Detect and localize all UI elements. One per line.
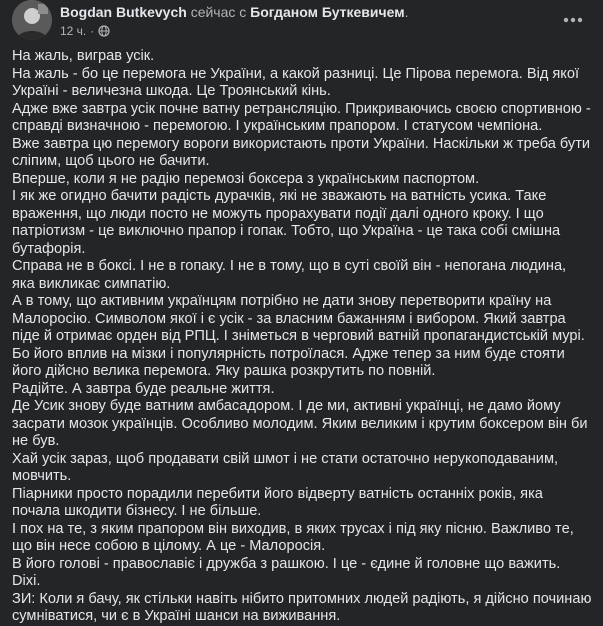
post-paragraph: В його голові - православіє і дружба з рашкою. І це - єдине й головне що важить. Dixi.	[12, 555, 561, 589]
post-header	[0, 0, 603, 40]
meta-dot: ·	[90, 24, 95, 38]
post-paragraph: На жаль, виграв усік.	[12, 48, 155, 64]
post-paragraph: І пох на те, з яким прапором він виходив, в яких трусах і під яку пісню. Важливо те, що він несе собою в цілому. А це - Малоросія.	[12, 520, 574, 554]
post-paragraph: Адже вже завтра усік почне ватну ретрансляцію. Прикриваючись своєю спортивною - справді визначною - перемогою. І українським прапором. І статусом чемпіона.	[12, 100, 591, 134]
post-title-line	[60, 4, 409, 20]
globe-icon	[98, 25, 110, 37]
more-icon	[563, 17, 583, 23]
period: .	[404, 4, 409, 20]
post-paragraph: Піарники просто порадили перебити його відверту ватність останніх років, яка почала шкодити бізнесу. І не більше.	[12, 485, 543, 519]
more-options-button[interactable]	[559, 6, 587, 34]
post-paragraph: Хай усік зараз, щоб продавати свій шмот і не стати остаточно нерукоподаваним, мовчить.	[12, 450, 559, 484]
post-paragraph: І як же огидно бачити радість дурачків, які не зважають на ватність усика. Таке враження, що люди посто не можуть прорахувати події далі одного кроку. І що патріотизм - це виключно прапор і гопак. Тобто, що Україна - це така собі смішна бутафорія.	[12, 188, 561, 257]
post-paragraph: Вперше, коли я не радію перемозі боксера з українським паспортом.	[12, 170, 480, 187]
post-meta	[60, 24, 110, 38]
tagged-person[interactable]: Богданом Буткевичем	[250, 4, 405, 20]
post-body	[12, 48, 592, 626]
post-paragraph: А в тому, що активним українцям потрібно не дати знову перетворити країну на Малоросію. Символом якої і є усік - за власним бажанням і вибором. Який завтра піде й отримає орден від РПЦ. І зніметься в черговий ватній пропагандистській мурі. Бо його вплив на мізки і популярність потроїлася. Адже тепер за ним буде стояти його дійсно велика перемога. Яку рашка розкрутить по повній.	[12, 293, 585, 379]
author-name[interactable]: Bogdan Butkevych	[60, 4, 187, 20]
post-paragraph: На жаль - бо це перемога не України, а какой разниці. Це Пірова перемога. Від якої Україні - величезна шкода. Це Троянський кінь.	[12, 65, 580, 99]
post-paragraph: Радійте. А завтра буде реальне життя.	[12, 380, 275, 397]
post-paragraph: ЗИ: Коли я бачу, як стільки навіть нібито притомних людей радіють, я дійсно починаю сумніватися, чи є в Україні шанси на виживання.	[12, 590, 592, 624]
avatar[interactable]	[12, 0, 52, 40]
avatar-photo-icon	[12, 0, 52, 40]
post-paragraph: Справа не в боксі. І не в гопаку. І не в тому, що в суті своїй він - непогана людина, яка викликає симпатію.	[12, 258, 567, 292]
post-paragraph: Де Усик знову буде ватним амбасадором. І де ми, активні українці, не дамо йому засрати мозок українців. Особливо молодим. Яким великим і крутим боксером він би не був.	[12, 398, 588, 449]
post-paragraph: Вже завтра цю перемогу вороги використають проти України. Наскільки ж треба бути сліпим, щоб цього не бачити.	[12, 135, 591, 169]
post-time[interactable]: 12 ч.	[60, 24, 87, 38]
activity-text: сейчас с	[190, 4, 247, 20]
